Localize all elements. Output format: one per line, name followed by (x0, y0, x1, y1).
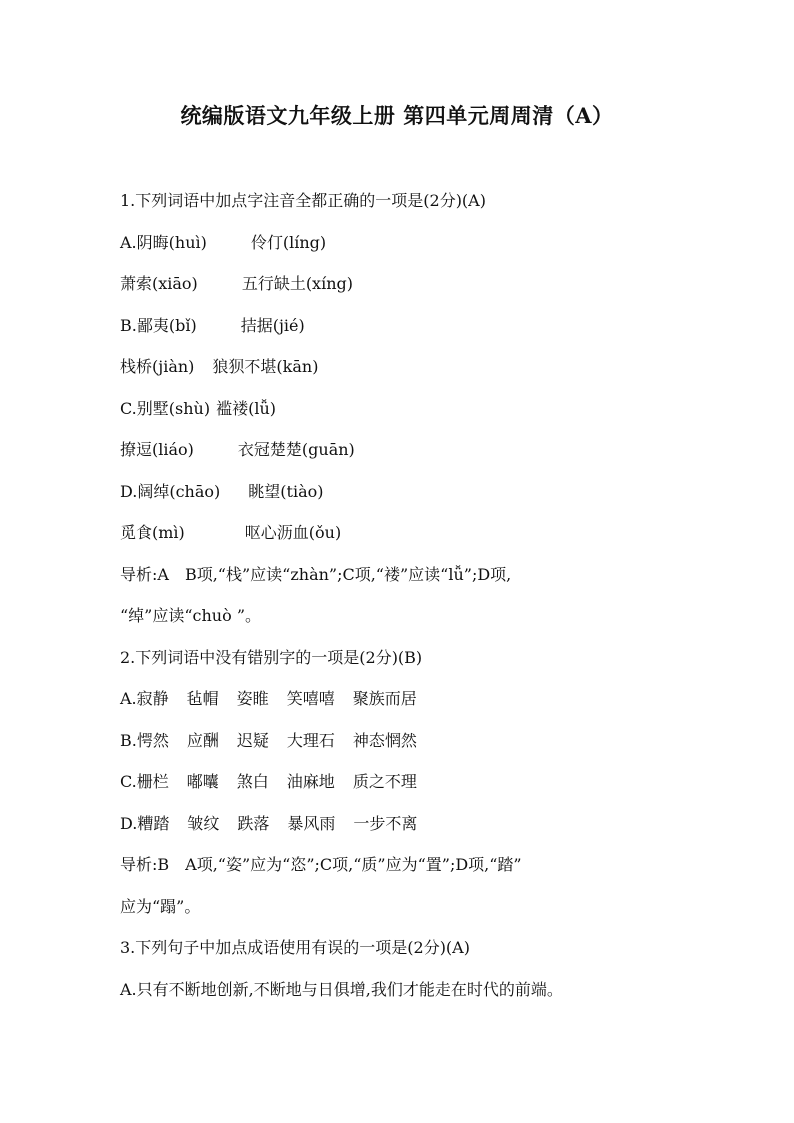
question-2-stem: 2.下列词语中没有错别字的一项是(2分)(B) (120, 647, 423, 667)
analysis-1-line-1: 导析:A B项,“栈”应读“zhàn”;C项,“褛”应读“lǚ”;D项, (120, 564, 512, 584)
option-c-row (120, 769, 680, 811)
word: 质之不理 (352, 772, 417, 791)
option-b-row (120, 728, 680, 770)
word: 油麻地 (286, 772, 335, 791)
word: 一步不离 (353, 813, 418, 833)
analysis-2-line-1: 导析:B A项,“姿”应为“恣”;C项,“质”应为“置”;D项,“踏” (120, 855, 522, 874)
word: 笑嘻嘻 (286, 689, 335, 708)
option-c-line-1 (120, 396, 680, 438)
word: 应酬 (186, 730, 219, 750)
option-b-line-2 (120, 354, 680, 396)
word: 跌落 (237, 813, 270, 833)
word: 毡帽 (186, 689, 219, 708)
word: 撩逗(liáo) (120, 440, 194, 459)
word: B.愕然 (120, 730, 169, 750)
word: 嘟囔 (186, 772, 219, 791)
option-d-row (120, 811, 680, 853)
word: A.阴晦(huì) (120, 232, 207, 252)
analysis-1-line-2: “绰”应读“chuò ”。 (120, 606, 262, 625)
word: C.别墅(shù) (120, 398, 211, 418)
word: 狼狈不堪(kān) (212, 357, 319, 376)
question-1-stem: 1.下列词语中加点字注音全都正确的一项是(2分)(A) (120, 191, 486, 210)
word: 五行缺土(xíng) (241, 274, 353, 293)
word: 伶仃(líng) (250, 232, 327, 252)
word: D.糟踏 (120, 813, 170, 833)
document-title: 统编版语文九年级上册 第四单元周周清（A） (180, 103, 614, 128)
word: 拮据(jié) (240, 315, 305, 335)
word: 姿睢 (236, 689, 269, 708)
word: 萧索(xiāo) (120, 274, 198, 293)
option-b-line-1 (120, 313, 680, 355)
word: 聚族而居 (352, 689, 417, 708)
word: 煞白 (236, 772, 269, 791)
word: 觅食(mì) (120, 523, 185, 542)
word: 皱纹 (187, 813, 220, 833)
word: 衣冠楚楚(guān) (237, 440, 355, 459)
analysis-2-line-2: 应为“蹋”。 (120, 896, 201, 916)
document-body (120, 188, 680, 1018)
option-a-row (120, 686, 680, 728)
word: B.鄙夷(bǐ) (120, 315, 197, 335)
word: 呕心沥血(ǒu) (244, 523, 342, 542)
option-a-line-2 (120, 271, 680, 313)
word: A.寂静 (120, 689, 169, 708)
word: C.栅栏 (120, 772, 169, 791)
question-3-option-a: A.只有不断地创新,不断地与日俱增,我们才能走在时代的前端。 (120, 979, 563, 999)
word: 迟疑 (236, 730, 269, 750)
word: 眺望(tiào) (248, 481, 324, 501)
word: 大理石 (286, 730, 335, 750)
option-c-line-2 (120, 437, 680, 479)
word: D.阔绰(chāo) (120, 481, 221, 501)
option-a-line-1 (120, 230, 680, 272)
word: 栈桥(jiàn) (120, 357, 195, 376)
option-d-line-1 (120, 479, 680, 521)
question-3-stem: 3.下列句子中加点成语使用有误的一项是(2分)(A) (120, 938, 470, 957)
word: 褴褛(lǚ) (216, 398, 276, 418)
word: 暴风雨 (287, 813, 336, 833)
word: 神态惘然 (352, 730, 417, 750)
option-d-line-2 (120, 520, 680, 562)
